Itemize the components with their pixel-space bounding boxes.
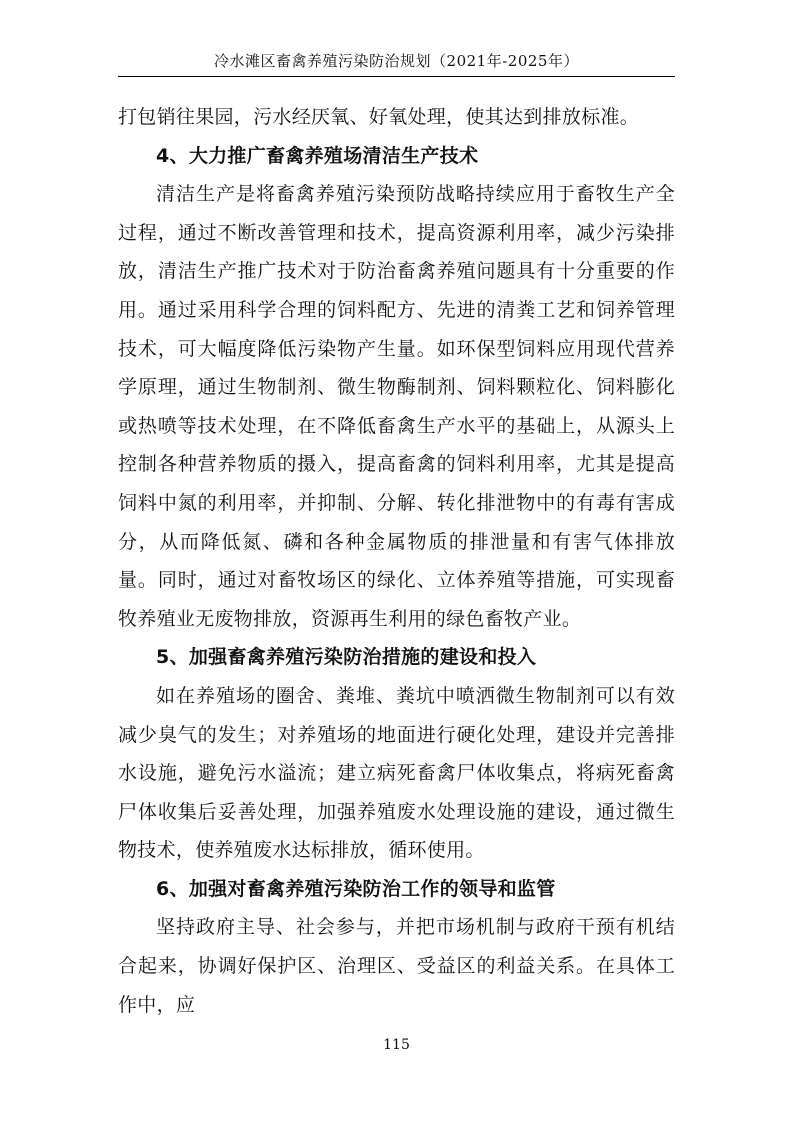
document-body (118, 98, 675, 1024)
paragraph-supervision: 坚持政府主导、社会参与，并把市场机制与政府干预有机结合起来，协调好保护区、治理区、受益区的利益关系。在具体工作中，应 (118, 916, 675, 1016)
running-header: 冷水滩区畜禽养殖污染防治规划（2021年-2025年） (214, 52, 579, 70)
section-heading-6: 6、加强对畜禽养殖污染防治工作的领导和监管 (156, 877, 556, 900)
section-heading-4: 4、大力推广畜禽养殖场清洁生产技术 (156, 144, 479, 167)
paragraph-clean-production: 清洁生产是将畜禽养殖污染预防战略持续应用于畜牧生产全过程，通过不断改善管理和技术，提高资源利用率，减少污染排放，清洁生产推广技术对于防治畜禽养殖问题具有十分重要的作用。通过采用科学合理的饲料配方、先进的清粪工艺和饲养管理技术，可大幅度降低污染物产生量。如环保型饲料应用现代营养学原理，通过生物制剂、微生物酶制剂、饲料颗粒化、饲料膨化或热喷等技术处理，在不降低畜禽生产水平的基础上，从源头上控制各种营养物质的摄入，提高畜禽的饲料利用率，尤其是提高饲料中氮的利用率，并抑制、分解、转化排泄物中的有毒有害成分，从而降低氮、磷和各种金属物质的排泄量和有害气体排放量。同时，通过对畜牧场区的绿化、立体养殖等措施，可实现畜牧养殖业无废物排放，资源再生利用的绿色畜牧产业。 (118, 183, 675, 630)
page-number: 115 (383, 1037, 410, 1053)
header-divider (118, 76, 675, 77)
paragraph-pollution-measures: 如在养殖场的圈舍、粪堆、粪坑中喷洒微生物制剂可以有效减少臭气的发生；对养殖场的地面进行硬化处理，建设并完善排水设施，避免污水溢流；建立病死畜禽尸体收集点，将病死畜禽尸体收集后妥善处理，加强养殖废水处理设施的建设，通过微生物技术，使养殖废水达标排放，循环使用。 (118, 684, 675, 862)
section-heading-5: 5、加强畜禽养殖污染防治措施的建设和投入 (156, 646, 537, 669)
paragraph-continued: 打包销往果园，污水经厌氧、好氧处理，使其达到排放标准。 (118, 106, 640, 128)
